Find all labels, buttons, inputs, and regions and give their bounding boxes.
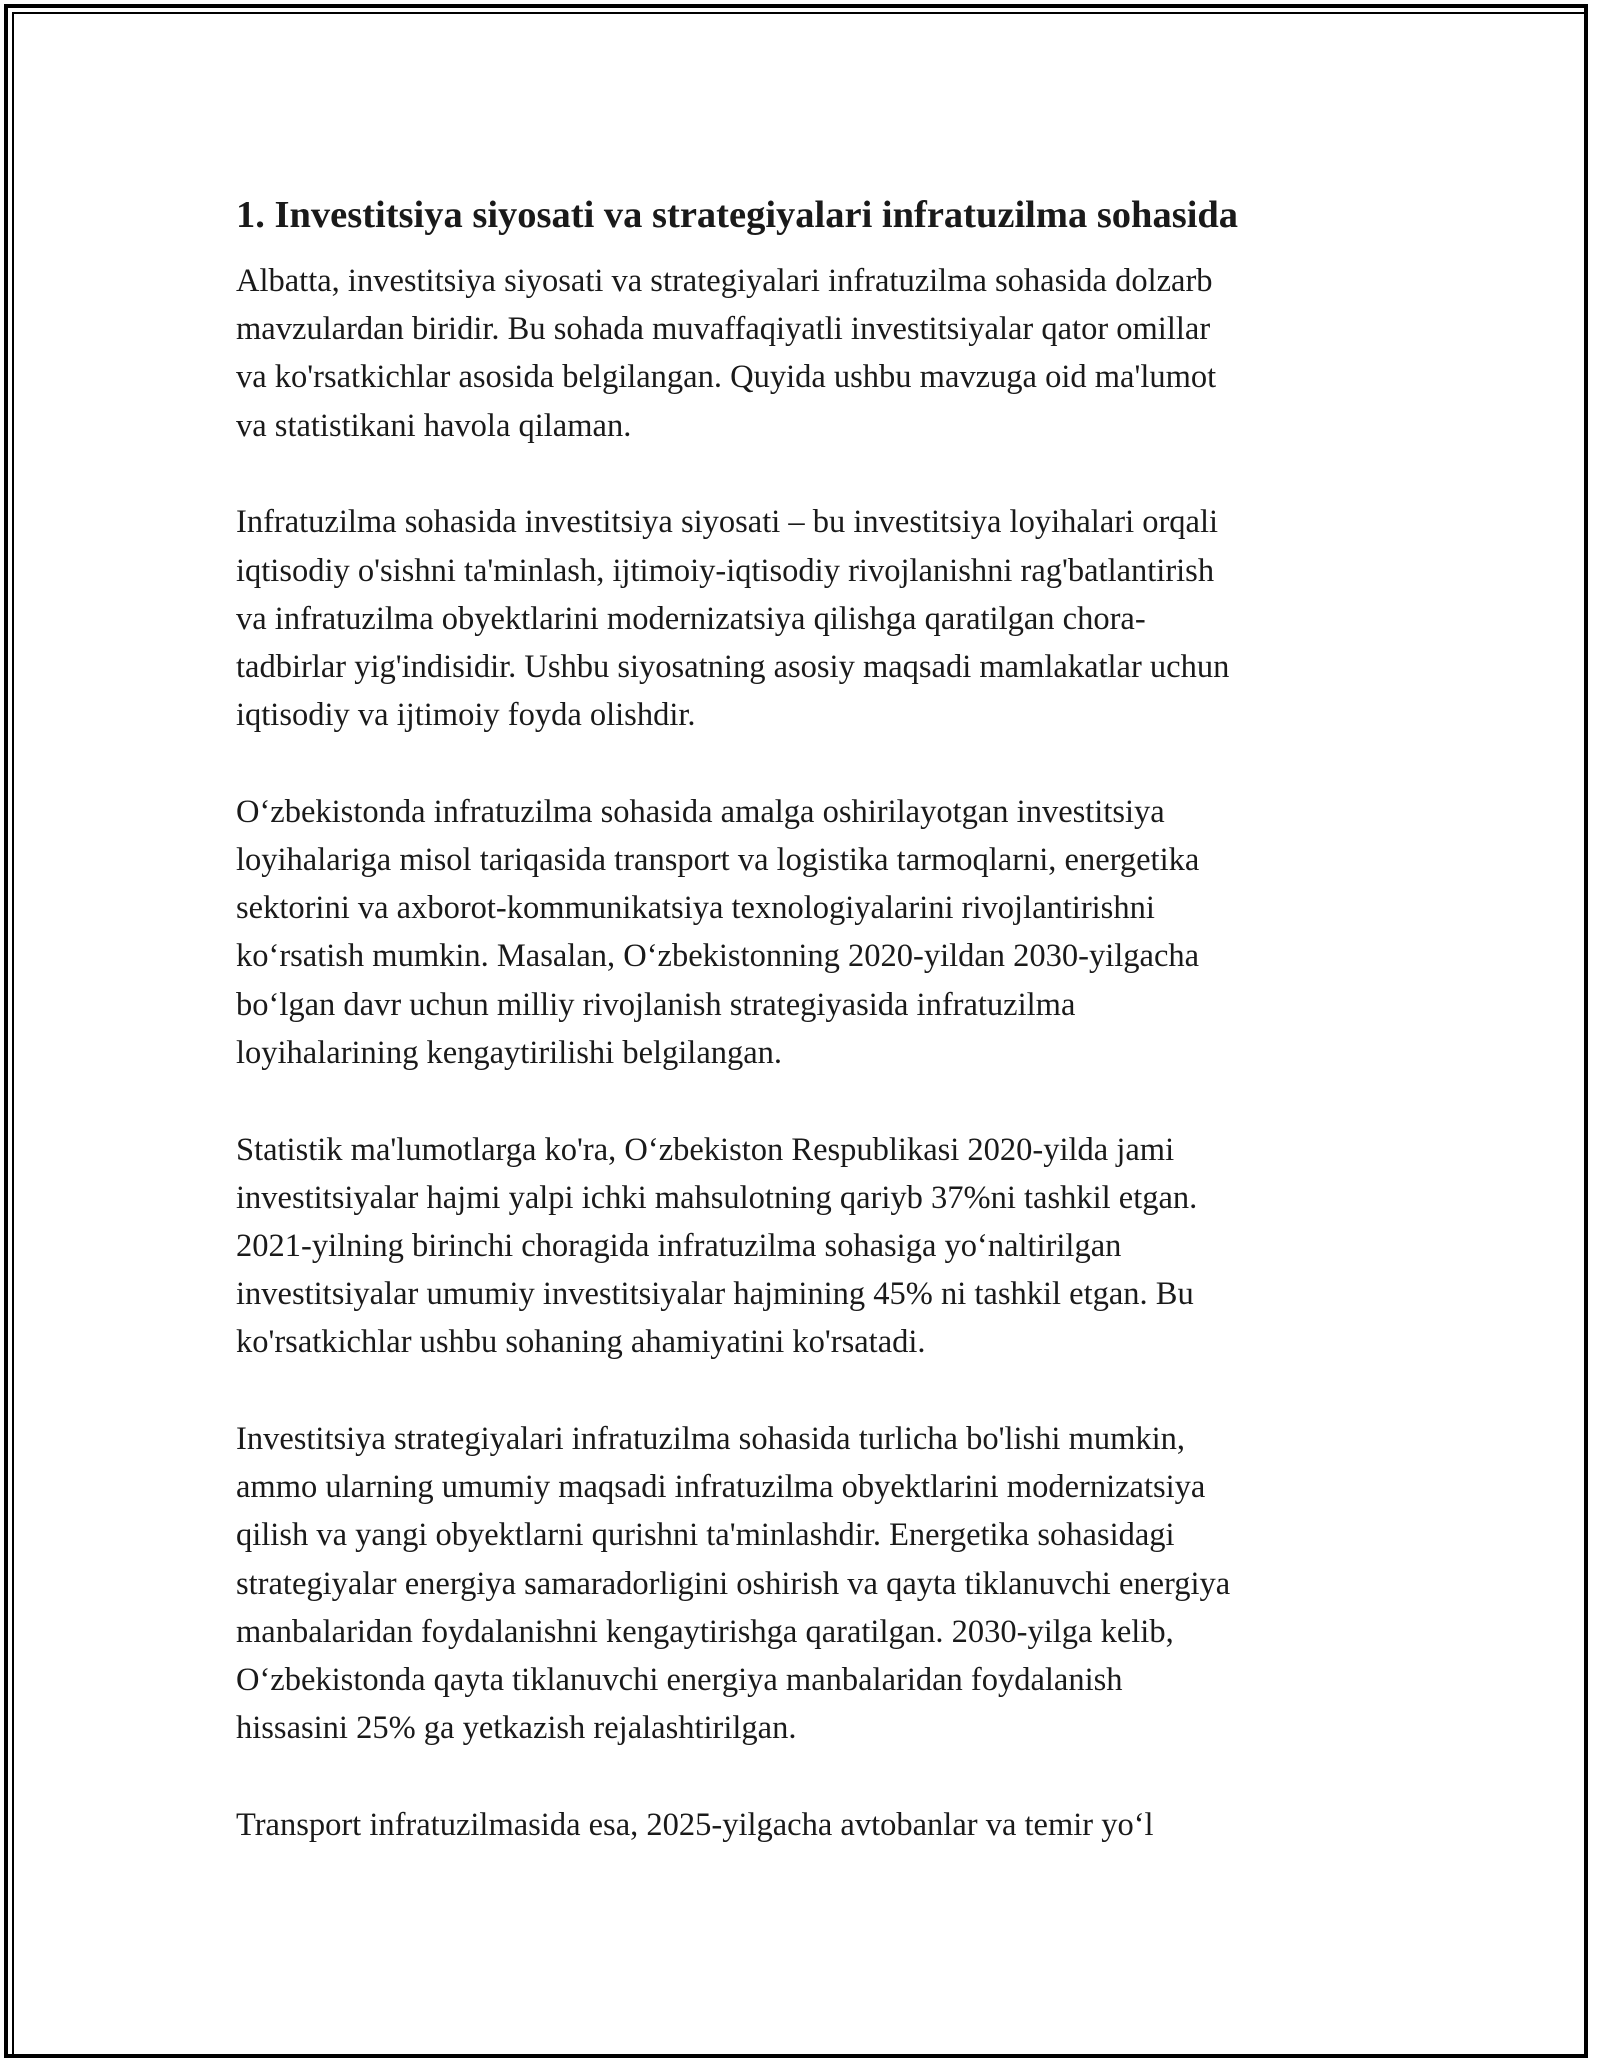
paragraph-transport: Transport infratuzilmasida esa, 2025-yilgacha avtobanlar va temir yo‘l [236, 1806, 1154, 1843]
paragraph-statistics: Statistik ma'lumotlarga ko'ra, O‘zbekiston Respublikasi 2020-yilda jami investitsiyalar hajmi yalpi ichki mahsulotning qariyb 37%ni tashkil etgan. 2021-yilning birinchi choragida infratuzilma sohasiga yo‘naltirilgan investitsiyalar umumiy investitsiyalar hajmining 45% ni tashkil etgan. Bu ko'rsatkichlar ushbu sohaning ahamiyatini ko'rsatadi. [236, 1131, 1198, 1361]
section-heading: 1. Investitsiya siyosati va strategiyalari infratuzilma sohasida [236, 194, 1239, 236]
paragraph-examples: O‘zbekistonda infratuzilma sohasida amalga oshirilayotgan investitsiya loyihalariga misol tariqasida transport va logistika tarmoqlarni, energetika sektorini va axborot-kommunikatsiya texnologiyalarini rivojlantirishni ko‘rsatish mumkin. Masalan, O‘zbekistonning 2020-yildan 2030-yilgacha bo‘lgan davr uchun milliy rivojlanish strategiyasida infratuzilma loyihalarining kengaytirilishi belgilangan. [236, 793, 1200, 1071]
paragraph-intro: Albatta, investitsiya siyosati va strategiyalari infratuzilma sohasida dolzarb mavzulardan biridir. Bu sohada muvaffaqiyatli investitsiyalar qator omillar va ko'rsatkichlar asosida belgilangan. Quyida ushbu mavzuga oid ma'lumot va statistikani havola qilaman. [236, 263, 1217, 444]
document-body [236, 190, 1376, 1898]
paragraph-definition: Infratuzilma sohasida investitsiya siyosati – bu investitsiya loyihalari orqali iqtisodiy o'sishni ta'minlash, ijtimoiy-iqtisodiy rivojlanishni rag'batlantirish va infratuzilma obyektlarini modernizatsiya qilishga qaratilgan chora- tadbirlar yig'indisidir. Ushbu siyosatning asosiy maqsadi mamlakatlar uchun iqtisodiy va ijtimoiy foyda olishdir. [236, 504, 1230, 734]
paragraph-strategies: Investitsiya strategiyalari infratuzilma sohasida turlicha bo'lishi mumkin, ammo ularning umumiy maqsadi infratuzilma obyektlarini modernizatsiya qilish va yangi obyektlarni qurishni ta'minlashdir. Energetika sohasidagi strategiyalar energiya samaradorligini oshirish va qayta tiklanuvchi energiya manbalaridan foydalanishni kengaytirishga qaratilgan. 2030-yilga kelib, O‘zbekistonda qayta tiklanuvchi energiya manbalaridan foydalanish hissasini 25% ga yetkazish rejalashtirilgan. [236, 1421, 1231, 1747]
